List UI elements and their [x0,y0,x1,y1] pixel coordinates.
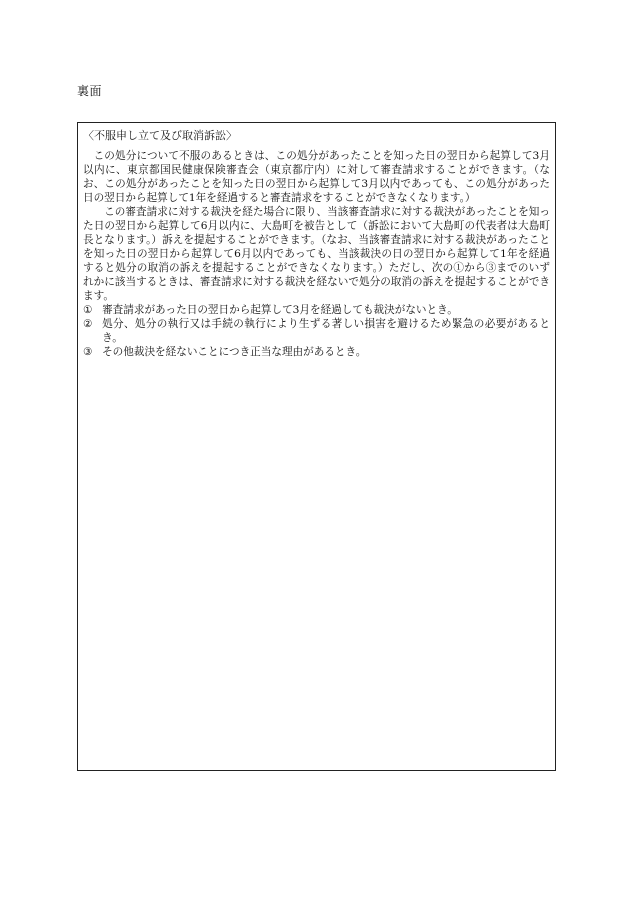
list-item-text: その他裁決を経ないことにつき正当な理由があるとき。 [102,346,367,358]
list-marker: ③ [83,346,93,358]
list-item-text: 審査請求があった日の翌日から起算して3月を経過しても裁決がないとき。 [102,304,458,316]
notice-paragraph-review-request: この処分について不服のあるときは、この処分があったことを知った日の翌日から起算して3月以内に、東京都国民健康保険審査会（東京都庁内）に対して審査請求することができます。（なお、この処分があったことを知った日の翌日から起算して3月以内であっても、この処分があった日の翌日から起算して1年を経過すると審査請求をすることができなくなります。） [83,150,550,204]
page-side-label: 裏面 [77,84,103,98]
list-marker: ② [83,318,93,330]
list-item-text: 処分、処分の執行又は手続の執行により生ずる著しい損害を避けるため緊急の必要があるとき。 [102,318,550,344]
list-item [83,303,550,317]
list-item [83,317,550,345]
list-item [83,345,550,359]
appeal-notice-box [77,122,556,771]
list-marker: ① [83,304,93,316]
exception-list [83,303,550,359]
notice-paragraph-lawsuit: この審査請求に対する裁決を経た場合に限り、当該審査請求に対する裁決があったことを知った日の翌日から起算して6月以内に、大島町を被告として（訴訟において大島町の代表者は大島町長となります。）訴えを提起することができます。（なお、当該審査請求に対する裁決があったことを知った日の翌日から起算して6月以内であっても、当該裁決の日の翌日から起算して1年を経過すると処分の取消の訴えを提起することができなくなります。）ただし、次の①から③までのいずれかに該当するときは、審査請求に対する裁決を経ないで処分の取消の訴えを提起することができます。 [83,206,550,302]
notice-heading: 〈不服申し立て及び取消訴訟〉 [83,129,237,142]
